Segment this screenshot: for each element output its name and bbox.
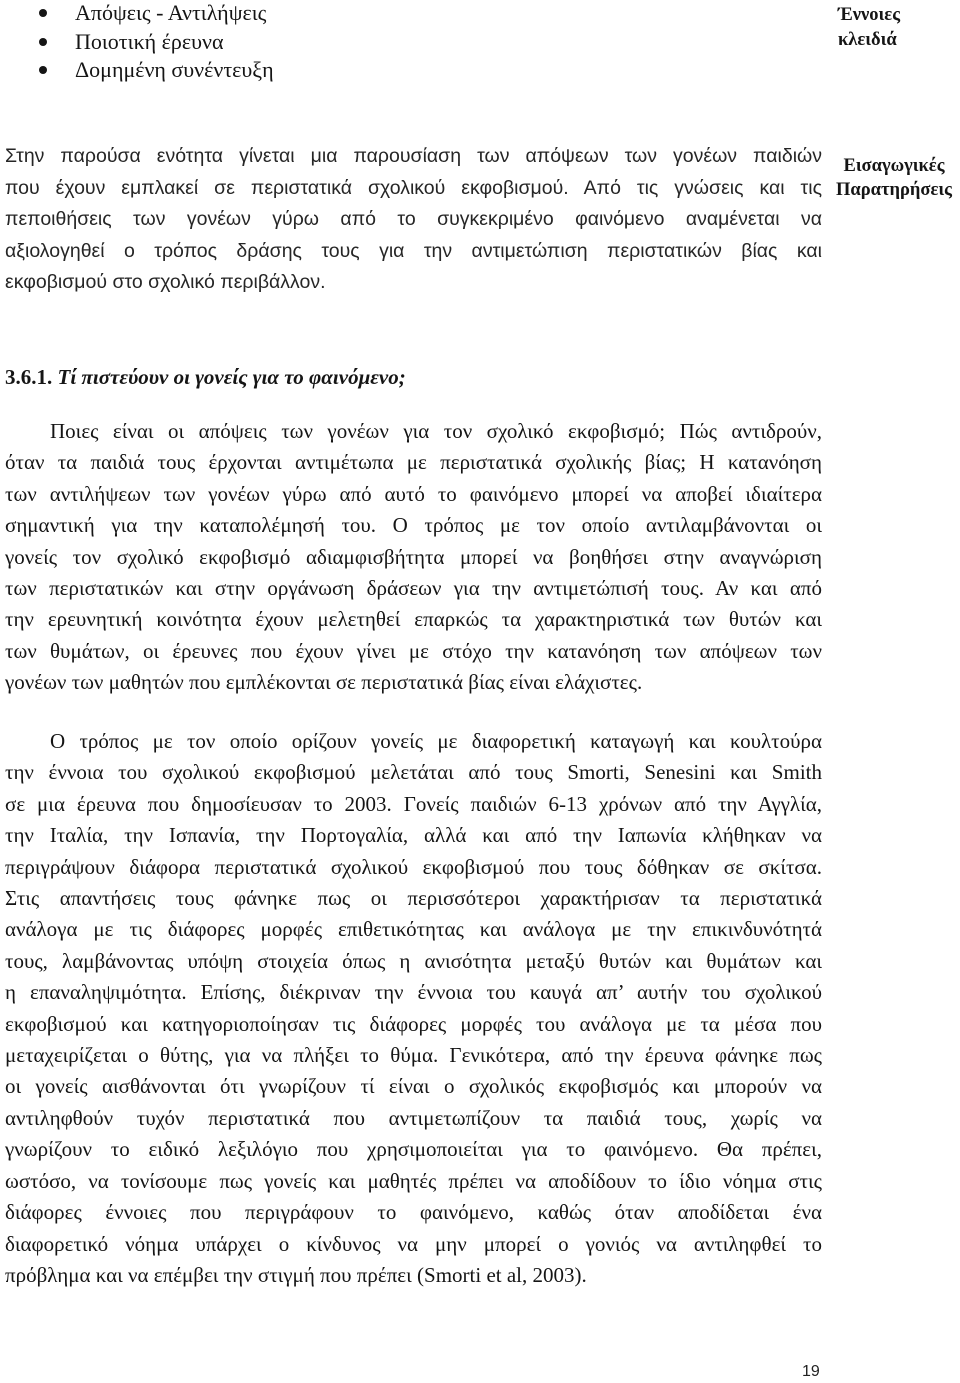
text-line: διάφορες έννοιες που περιγράφουν το φαινόμενο, καθώς όταν αποδίδεται ένα [5,1200,822,1225]
text-line: σε μια έρευνα που δημοσίευσαν το 2003. Γονείς παιδιών 6-13 χρόνων από την Αγγλία, [5,791,822,816]
section-heading [5,362,822,393]
text-line: την έννοια του σχολικού εκφοβισμού μελετάται από τους Smorti, Senesini και Smith [5,760,822,785]
margin-note-line: Έννοιες [838,5,901,25]
text-line: μεταχειρίζεται ο θύτης, για να πλήξει το θύμα. Γενικότερα, από την έρευνα φάνηκε πως [5,1043,822,1068]
body-paragraph [5,726,822,1291]
bullet-icon [39,38,47,46]
text-line: πεποιθήσεις των γονέων γύρω από το συγκεκριμένο φαινόμενο αναμένεται να [5,208,822,230]
keyword-text: Απόψεις - Αντιλήψεις [75,0,267,25]
text-line: την Ιταλία, την Ισπανία, την Πορτογαλία, αλλά και από την Ιαπωνία κλήθηκαν να [5,823,822,848]
keyword-item [0,56,274,85]
keywords-list [0,0,274,85]
bullet-icon [39,66,47,74]
text-line: γνωρίζουν το ειδικό λεξιλόγιο που χρησιμοποιείται για το φαινόμενο. Θα πρέπει, [5,1137,822,1162]
margin-note-line: Εισαγωγικές [843,156,945,176]
text-line: εκφοβισμού και κατηγοριοποίησαν τις διάφορες μορφές του ανάλογα με τα μέσα που [5,1011,822,1036]
text-line: Στις απαντήσεις τους φάνηκε πως οι περισσότεροι χαρακτήρισαν τα περιστατικά [5,886,822,911]
body-paragraph [5,416,822,699]
margin-note-intro [828,154,960,202]
text-line: των θυμάτων, οι έρευνες που έχουν γίνει με στόχο την κατανόηση των απόψεων των [5,638,822,663]
text-line: εκφοβισμού στο σχολικό περιβάλλον. [5,271,326,293]
keyword-text: Ποιοτική έρευνα [75,28,224,54]
text-line: η επαναληψιμότητα. Επίσης, διέκριναν την έννοια του καυγά απ’ αυτήν του σχολικού [5,980,822,1005]
text-line: γονείς τον σχολικό εκφοβισμό αδιαμφισβήτητα μπορεί να βοηθήσει στην αναγνώριση [5,544,822,569]
text-line: των περιστατικών και στην οργάνωση δράσεων για την αντιμετώπισή τους. Αν και από [5,576,822,601]
text-line: Ποιες είναι οι απόψεις των γονέων για τον σχολικό εκφοβισμό; Πώς αντιδρούν, [50,419,822,443]
text-line: γονέων των μαθητών που εμπλέκονται σε περιστατικά βίας είναι ελάχιστες. [5,670,643,695]
text-line: Ο τρόπος με τον οποίο ορίζουν γονείς με διαφορετική καταγωγή και κουλτούρα [50,729,822,753]
text-line: την ερευνητική κοινότητα έχουν μελετηθεί επαρκώς τα χαρακτηριστικά των θυτών και [5,607,822,632]
intro-paragraph [5,141,822,299]
margin-note-keywords [838,3,900,53]
keyword-item [0,0,274,28]
page-number: 19 [802,1363,820,1380]
text-line: ωστόσο, να τονίσουμε πως γονείς και μαθητές πρέπει να αποδίδουν το ίδιο νόημα στις [5,1168,822,1193]
text-line: σημαντική για την καταπολέμησή του. Ο τρόπος με τον οποίο αντιλαμβάνονται οι [5,513,822,538]
text-line: τους, λαμβάνοντας υπόψη στοιχεία όπως η ανισότητα μεταξύ θυτών και θυμάτων και [5,948,822,973]
margin-note-line: Παρατηρήσεις [836,180,952,200]
text-line: όταν τα παιδιά τους έρχονται αντιμέτωπα με περιστατικά σχολικής βίας; Η κατανόηση [5,450,822,475]
text-line: οι γονείς αισθάνονται ότι γνωρίζουν τί είναι ο σχολικός εκφοβισμός και μπορούν να [5,1074,822,1099]
section-number: 3.6.1. [5,365,53,389]
text-line: περιγράψουν διάφορα περιστατικά σχολικού εκφοβισμού που τους δόθηκαν σε σκίτσα. [5,854,822,879]
keyword-text: Δομημένη συνέντευξη [75,57,274,82]
text-line: των αντιλήψεων των γονέων γύρω από αυτό το φαινόμενο μπορεί να αποβεί ιδιαίτερα [5,481,822,506]
text-line: πρόβλημα και να επέμβει την στιγμή που πρέπει (Smorti et al, 2003). [5,1262,587,1287]
section-title: Τί πιστεύουν οι γονείς για το φαινόμενο; [57,365,406,389]
text-line: αντιληφθούν τυχόν περιστατικά που αντιμετωπίζουν τα παιδιά τους, χωρίς να [5,1105,822,1130]
text-line: αξιολογηθεί ο τρόπος δράσης τους για την αντιμετώπιση περιστατικών βίας και [5,239,822,262]
text-line: που έχουν εμπλακεί σε περιστατικά σχολικού εκφοβισμού. Από τις γνώσεις και τις [5,176,822,199]
margin-note-line: κλειδιά [838,30,897,50]
text-line: Στην παρούσα ενότητα γίνεται μια παρουσίαση των απόψεων των γονέων παιδιών [5,145,822,167]
text-line: ανάλογα με τις διάφορες μορφές επιθετικότητας και ανάλογα με την επικινδυνότητά [5,917,822,942]
bullet-icon [39,9,47,17]
text-line: διαφορετικό νόημα υπάρχει ο κίνδυνος να μην μπορεί ο γονιός να αντιληφθεί το [5,1231,822,1256]
keyword-item [0,28,274,57]
